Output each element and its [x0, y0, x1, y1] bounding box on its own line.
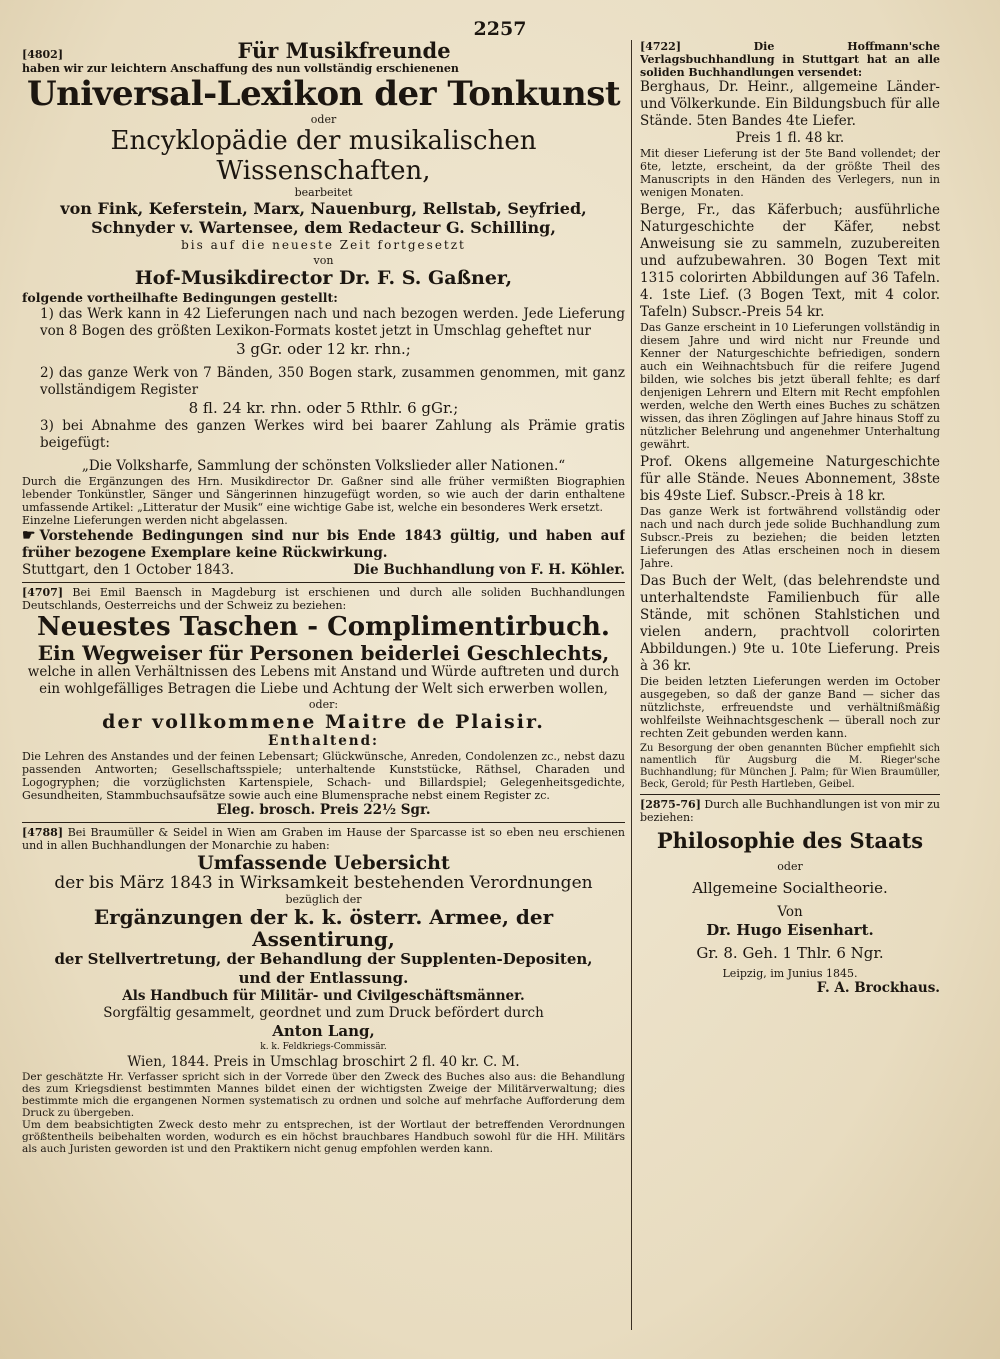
ad-place-date: Stuttgart, den 1 October 1843. [22, 562, 235, 578]
ad-price: Gr. 8. Geh. 1 Thlr. 6 Ngr. [696, 944, 884, 962]
entry-berghaus-note: Mit dieser Lieferung ist der 5te Band vollendet; der 6te, letzte, erscheint, da der größte Theil des Manuscripts in den Händen des Verlegers, nun in wenigen Monaten. [640, 147, 940, 199]
ad-armee-verordnungen [22, 826, 625, 1155]
ad-handbook: Als Handbuch für Militär- und Civilgeschäftsmänner. [122, 988, 525, 1004]
ad-von: Von [777, 904, 803, 920]
ad-publisher: Die Buchhandlung von F. H. Köhler. [353, 562, 625, 578]
entry-berghaus-price: Preis 1 fl. 48 kr. [735, 130, 845, 146]
ad-ref: [2875-76] [640, 798, 701, 811]
entry-kaeferbuch-note: Das Ganze erscheint in 10 Lieferungen vollständig in diesem Jahre und wird nicht nur Freunde und Kenner der Naturgeschichte befriedigen, sondern auch ein Weihnachtsbuch für die reifere Jugend bilden, wie solches bis jetzt überall fehlte; es darf denjenigen Lehrern und Eltern mit Recht empfohlen werden, welche den Werth eines Buches zu schätzen wissen, das ihren Zöglingen auf Jahre hinaus Stoff zu nützlicher Belehrung und angenehmer Unterhaltung gewährt. [640, 321, 940, 451]
page-number: 2257 [473, 18, 527, 40]
ad-condition-2: 2) das ganze Werk von 7 Bänden, 350 Bogen stark, zusammen genommen, mit ganz vollständigem Register [40, 365, 625, 398]
ad-line-2: bezüglich der [285, 893, 362, 906]
ad-contents: Die Lehren des Anstandes und der feinen Lebensart; Glückwünsche, Anreden, Condolenzen zc., nebst dazu passenden Antworten; Gesellschaftsspiele; unterhaltende Kunststücke, Räthsel, Charaden und Logogryphen; die vorzüglichsten Kartenspiele, Schach- und Billardspiel; Gelegenheitsgedichte, Gesundheiten, Stammbuchsaufsätze sowie auch eine Blumensprache nebst einem Register zc. [22, 750, 625, 802]
ad-hoffmann [640, 40, 940, 791]
ad-subtitle: Allgemeine Socialtheorie. [692, 879, 888, 897]
separator-rule [22, 822, 625, 823]
ad-oder: oder: [308, 698, 339, 711]
entry-kaeferbuch: Berge, Fr., das Käferbuch; ausführliche Naturgeschichte der Käfer, nebst Anweisung sie zu sammeln, zuzubereiten und aufzubewahren. 30 Bogen Text mit 1315 colorirten Abbildungen auf 36 Tafeln. 4. 1ste Lief. (3 Bogen Text, mit 4 color. Tafeln) Subscr.-Preis 54 kr. [640, 202, 940, 320]
ad-conditions-intro: folgende vortheilhafte Bedingungen gestellt: [22, 290, 338, 305]
ad-validity-text: Vorstehende Bedingungen sind nur bis Ende 1843 gültig, und haben auf früher bezogene Exemplare keine Rückwirkung. [22, 528, 625, 561]
ad-publisher: F. A. Brockhaus. [816, 980, 940, 996]
ad-subtitle: Ein Wegweiser für Personen beiderlei Geschlechts, [37, 641, 610, 665]
ad-author: Dr. Hugo Eisenhart. [706, 921, 874, 939]
ad-intro: Die Hoffmann'sche Verlagsbuchhandlung in Stuttgart hat an alle soliden Buchhandlungen versendet: [640, 40, 940, 79]
ad-compiled: Sorgfältig gesammelt, geordnet und zum Druck befördert durch [103, 1005, 544, 1021]
ad-title: Neuestes Taschen - Complimentirbuch. [37, 612, 610, 642]
ad-author: Anton Lang, [272, 1022, 375, 1040]
column-divider [631, 40, 632, 1330]
ad-intro: Bei Braumüller & Seidel in Wien am Graben im Hause der Sparcasse ist so eben neu erschienen und in allen Buchhandlungen der Monarchie zu haben: [22, 826, 625, 852]
ad-ref: [4707] [22, 586, 64, 599]
ad-note: Durch die Ergänzungen des Hrn. Musikdirector Dr. Gaßner sind alle früher vermißten Biographien lebender Tonkünstler, Sänger und Sängerinnen hinzugefügt worden, so wie auch der darin enthaltene umfassende Artikel: „Litteratur der Musik“ eine wichtige Gabe ist, welche ein besonderes Werk ersetzt. [22, 475, 625, 514]
ad-oder: oder [777, 860, 803, 873]
ad-authors-1: von Fink, Keferstein, Marx, Nauenburg, Rellstab, Seyfried, [60, 199, 587, 218]
ad-intro: Bei Emil Baensch in Magdeburg ist erschienen und durch alle soliden Buchhandlungen Deutschlands, Oesterreichs und der Schweiz zu beziehen: [22, 586, 625, 612]
ad-price: Eleg. brosch. Preis 22½ Sgr. [216, 802, 431, 818]
ad-title: Philosophie des Staats [656, 828, 924, 853]
ad-line-1: der bis März 1843 in Wirksamkeit bestehenden Verordnungen [54, 873, 593, 893]
ad-intro: haben wir zur leichtern Anschaffung des nun vollständig erschienenen [22, 62, 459, 75]
entry-oken: Prof. Okens allgemeine Naturgeschichte für alle Stände. Neues Abonnement, 38ste bis 49ste Lief. Subscr.-Preis à 18 kr. [640, 454, 940, 504]
pointing-hand-icon: ☛ [22, 526, 36, 544]
separator-rule [640, 794, 940, 795]
ad-music-lexicon [22, 40, 625, 579]
ad-contents-label: Enthaltend: [267, 733, 380, 749]
ad-line-4: der Stellvertretung, der Behandlung der Supplenten-Depositen, [54, 950, 593, 968]
ad-price-line: Wien, 1844. Preis in Umschlag broschirt 2 fl. 40 kr. C. M. [127, 1054, 520, 1070]
ad-continued: bis auf die neueste Zeit fortgesetzt [181, 238, 466, 252]
ad-complimentirbuch [22, 586, 625, 819]
ad-footer: Zu Besorgung der oben genannten Bücher empfiehlt sich namentlich für Augsburg die M. Rieger'sche Buchhandlung; für München J. Palm; für Wien Braumüller, Beck, Gerold; für Pesth Hartleben, Geibel. [640, 743, 940, 790]
ad-description: welche in allen Verhältnissen des Lebens mit Anstand und Würde auftreten und durch ein wohlgefälliges Betragen die Liebe und Achtung der Welt sich erwerben wollen, [27, 664, 620, 697]
ad-premium: „Die Volksharfe, Sammlung der schönsten Volkslieder aller Nationen.“ [81, 458, 566, 474]
ad-von: von [313, 254, 334, 267]
ad-oder: oder [310, 113, 337, 126]
ad-ref: [4722] [640, 40, 682, 53]
ad-body-1: Der geschätzte Hr. Verfasser spricht sich in der Vorrede über den Zweck des Buches also aus: die Behandlung des zum Kriegsdienst bestimmten Mannes bildet einen der wichtigsten Zweige der Militärverwaltung; dies bestimmte mich die ergangenen Normen systematisch zu ordnen und solche auf mehrfache Aufforderung dem Druck zu übergeben. [22, 1071, 625, 1119]
ad-condition-3: 3) bei Abnahme des ganzen Werkes wird bei baarer Zahlung als Prämie gratis beigefügt: [40, 418, 625, 451]
ad-editor: Hof-Musikdirector Dr. F. S. Gaßner, [134, 267, 513, 289]
ad-condition-1: 1) das Werk kann in 42 Lieferungen nach und nach bezogen werden. Jede Lieferung von 8 Bogen des größten Lexikon-Formats kostet jetzt in Umschlag geheftet nur [40, 306, 625, 339]
ad-ref: [4802] [22, 48, 64, 61]
entry-buch-der-welt-note: Die beiden letzten Lieferungen werden im October ausgegeben, so daß der ganze Band — sicher das nützlichste, erfreuendste und verhältnißmäßig wohlfeilste Weihnachtsgeschenk — überall noch zur rechten Zeit gebunden werden kann. [640, 675, 940, 740]
left-column [22, 40, 625, 1340]
entry-oken-note: Das ganze Werk ist fortwährend vollständig oder nach und nach durch jede solide Buchhandlung zum Subscr.-Preis zu beziehen; die beiden letzten Lieferungen des Atlas erscheinen noch in diesem Jahre. [640, 505, 940, 570]
ad-single: Einzelne Lieferungen werden nicht abgelassen. [22, 514, 288, 527]
ad-condition-2-price: 8 fl. 24 kr. rhn. oder 5 Rthlr. 6 gGr.; [188, 399, 459, 417]
ad-philosophie [640, 798, 940, 997]
ad-title: Umfassende Uebersicht [197, 852, 450, 874]
ad-heading: Für Musikfreunde [237, 40, 451, 63]
ad-subtitle: Encyklopädie der musikalischen Wissenschaften, [110, 126, 537, 186]
entry-berghaus: Berghaus, Dr. Heinr., allgemeine Länder- und Völkerkunde. Ein Bildungsbuch für alle Stände. 5ten Bandes 4te Liefer. [640, 79, 940, 129]
ad-body-2: Um dem beabsichtigten Zweck desto mehr zu entsprechen, ist der Wortlaut der betreffenden Verordnungen größtentheils beibehalten worden, wodurch es ein höchst brauchbares Handbuch sowohl für die HH. Militärs als auch Juristen geworden ist und den Praktikern nicht genug empfohlen werden kann. [22, 1119, 625, 1155]
ad-alt-title: der vollkommene Maitre de Plaisir. [102, 711, 545, 733]
ad-condition-1-price: 3 gGr. oder 12 kr. rhn.; [236, 340, 411, 358]
ad-author-title: k. k. Feldkriegs-Commissär. [260, 1042, 387, 1052]
ad-bearbeitet: bearbeitet [294, 186, 353, 199]
ad-line-3: Ergänzungen der k. k. österr. Armee, der Assentirung, [93, 905, 554, 951]
right-column [640, 40, 940, 1340]
entry-buch-der-welt: Das Buch der Welt, (das belehrendste und unterhaltendste Familienbuch für alle Stände, mit schönen Stahlstichen und vielen andern, prachtvoll colorirten Abbildungen.) 9te u. 10te Lieferung. Preis à 36 kr. [640, 573, 940, 674]
ad-validity [22, 527, 625, 562]
ad-place-date: Leipzig, im Junius 1845. [722, 967, 858, 980]
ad-title: Universal-Lexikon der Tonkunst [26, 74, 621, 114]
separator-rule [22, 582, 625, 583]
ad-intro: Durch alle Buchhandlungen ist von mir zu beziehen: [640, 798, 940, 824]
ad-authors-2: Schnyder v. Wartensee, dem Redacteur G. Schilling, [91, 218, 556, 237]
ad-line-5: und der Entlassung. [238, 969, 409, 987]
ad-ref: [4788] [22, 826, 64, 839]
